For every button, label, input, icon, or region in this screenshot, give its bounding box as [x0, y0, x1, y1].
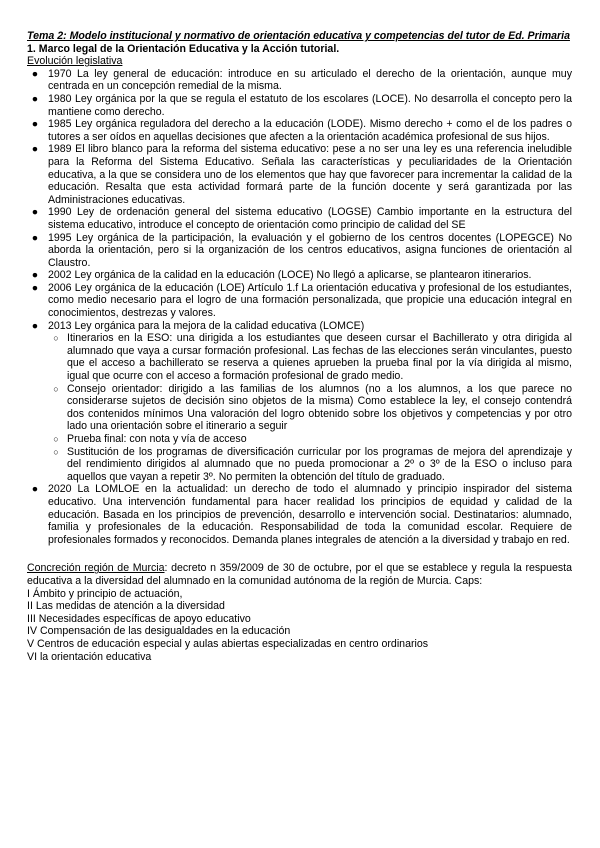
bullet-icon: ● [31, 483, 39, 496]
list-item-text: 2020 La LOMLOE en la actualidad: un derecho de todo el alumnado y principio inspirador del sistema educativo. Una intervención fundamental para hacer realidad los principios de equidad y calidad de la educación. Basada en los principios de prevención, desarrollo e intervención social. Destinatarios: alumnado, familia y profesionales de la educación. Responsabilidad de toda la comunidad escolar. Requiere de profesionales formados y reconocidos. Demanda planes integrales de atención a la diversidad y trabajo en red. [48, 483, 572, 546]
caps-item: IV Compensación de las desigualdades en la educación [27, 625, 291, 638]
sub-list-item-text: Itinerarios en la ESO: una dirigida a los estudiantes que deseen cursar el Bachillerato y otra dirigida al alumnado que vaya a cursar formación profesional. Las fechas de las elecciones serán vinculantes, puesto que el acceso a bachillerato se reserva a quienes aprueben la prueba final por la vía dirigida al mismo, igual que ocurre con el acceso a formación profesional de grado medio. [67, 332, 572, 383]
caps-item: II Las medidas de atención a la diversidad [27, 600, 225, 613]
sub-list-item-text: Prueba final: con nota y vía de acceso [67, 433, 247, 445]
list-item [27, 143, 572, 206]
bullet-icon: ● [31, 143, 39, 156]
caps-item: III Necesidades específicas de apoyo educativo [27, 612, 251, 625]
sub-list-item [48, 433, 572, 446]
bullet-icon: ● [31, 231, 39, 244]
list-item-text: 2013 Ley orgánica para la mejora de la calidad educativa (LOMCE) [48, 319, 365, 332]
list-item-text: 1980 Ley orgánica por la que se regula el estatuto de los escolares (LOCE). No desarrolla el concepto pero la mantiene como derecho. [48, 92, 572, 118]
list-item-text: 1989 El libro blanco para la reforma del sistema educativo: pese a no ser una ley es una referencia ineludible para la Reforma del Sistema Educativo. Señala las características y peculiaridades de la Orientación educativa, a la que se considera uno de los elementos que hay que favorecer para incrementar la calidad de la educación. Resalta que esta actividad formará parte de la función docente y será garantizada por las Administraciones educativas. [48, 143, 572, 206]
list-item [27, 320, 572, 484]
legislation-list [27, 68, 572, 547]
list-item [27, 118, 572, 143]
bullet-icon: ● [31, 269, 39, 282]
caps-list [27, 588, 572, 664]
list-item-text: 1990 Ley de ordenación general del sistema educativo (LOGSE) Cambio importante en la estructura del sistema educativo, introduce el concepto de orientación como principio de calidad del SE [48, 206, 572, 231]
bullet-icon: ● [31, 67, 39, 80]
circle-bullet-icon: ○ [53, 446, 59, 457]
sub-list-item-text: Consejo orientador: dirigido a las familias de los alumnos (no a los alumnos, a los que parece no considerarse sujetos de decisión sino objetos de la misma) Como establece la ley, el consejo contendrá dos contenidos mínimos Una valoración del logro obtenido sobre los objetivos y competencias y por otro lado una orientación sobre el itinerario a seguir [67, 382, 572, 433]
list-item [27, 68, 572, 93]
list-item-text: 2002 Ley orgánica de la calidad en la educación (LOCE) No llegó a aplicarse, se plantearon itinerarios. [48, 269, 532, 282]
circle-bullet-icon: ○ [53, 434, 59, 444]
list-item [27, 483, 572, 546]
circle-bullet-icon: ○ [53, 333, 59, 344]
subheading: Evolución legislativa [27, 55, 123, 68]
list-item [27, 93, 572, 118]
list-item-text: 1995 Ley orgánica de la participación, la evaluación y el gobierno de los centros docentes (LOPEGCE) No aborda la orientación, pero si la organización de los centros educativos, asigna funciones de orientación al Claustro. [48, 231, 572, 269]
bullet-icon: ● [31, 118, 39, 131]
concrecion-text: : decreto n 359/2009 de 30 de octubre, por el que se establece y regula la respuesta educativa a la diversidad del alumnado en la comunidad autónoma de la región de Murcia. Caps: [27, 562, 572, 587]
caps-item: VI la orientación educativa [27, 650, 152, 663]
caps-item: V Centros de educación especial y aulas abiertas especializadas en centro ordinarios [27, 637, 429, 650]
lomce-sublist [48, 332, 572, 483]
list-item [27, 206, 572, 231]
list-item-text: 2006 Ley orgánica de la educación (LOE) Artículo 1.f La orientación educativa y profesional de los estudiantes, como medio necesario para el logro de una formación personalizada, que propicie una educación integral en conocimientos, destrezas y valores. [48, 281, 572, 320]
sub-list-item [48, 332, 572, 382]
list-item-text: 1985 Ley orgánica reguladora del derecho a la educación (LODE). Mismo derecho + como el de los padres o tutores a ser oídos en aquellas decisiones que afecten a la orientación académica profesional de sus hijos. [48, 118, 572, 143]
sub-list-item-text: Sustitución de los programas de diversificación curricular por los programas de mejora del aprendizaje y del rendimiento dirigidos al alumnado que no pueda promocionar a 2º o 3º de la ESO o incluso para aquellos que vayan a repetir 3º. No permiten la obtención del título de graduado. [67, 445, 572, 483]
caps-item: I Ámbito y principio de actuación, [27, 587, 183, 600]
circle-bullet-icon: ○ [53, 383, 59, 394]
bullet-icon: ● [31, 92, 39, 105]
concrecion-paragraph [27, 562, 572, 587]
list-item [27, 269, 572, 282]
bullet-icon: ● [31, 319, 39, 332]
list-item [27, 232, 572, 270]
bullet-icon: ● [31, 206, 39, 219]
sub-list-item [48, 383, 572, 433]
section-heading: 1. Marco legal de la Orientación Educativa y la Acción tutorial. [27, 42, 340, 55]
list-item [27, 282, 572, 320]
sub-list-item [48, 446, 572, 484]
concrecion-label: Concreción región de Murcia [27, 562, 165, 575]
list-item-text: 1970 La ley general de educación: introduce en su articulado el derecho de la orientación, aunque muy centrada en un concepción remedial de la misma. [48, 67, 572, 93]
bullet-icon: ● [31, 281, 39, 294]
document-title: Tema 2: Modelo institucional y normativo de orientación educativa y competencias del tutor de Ed. Primaria [27, 30, 570, 42]
